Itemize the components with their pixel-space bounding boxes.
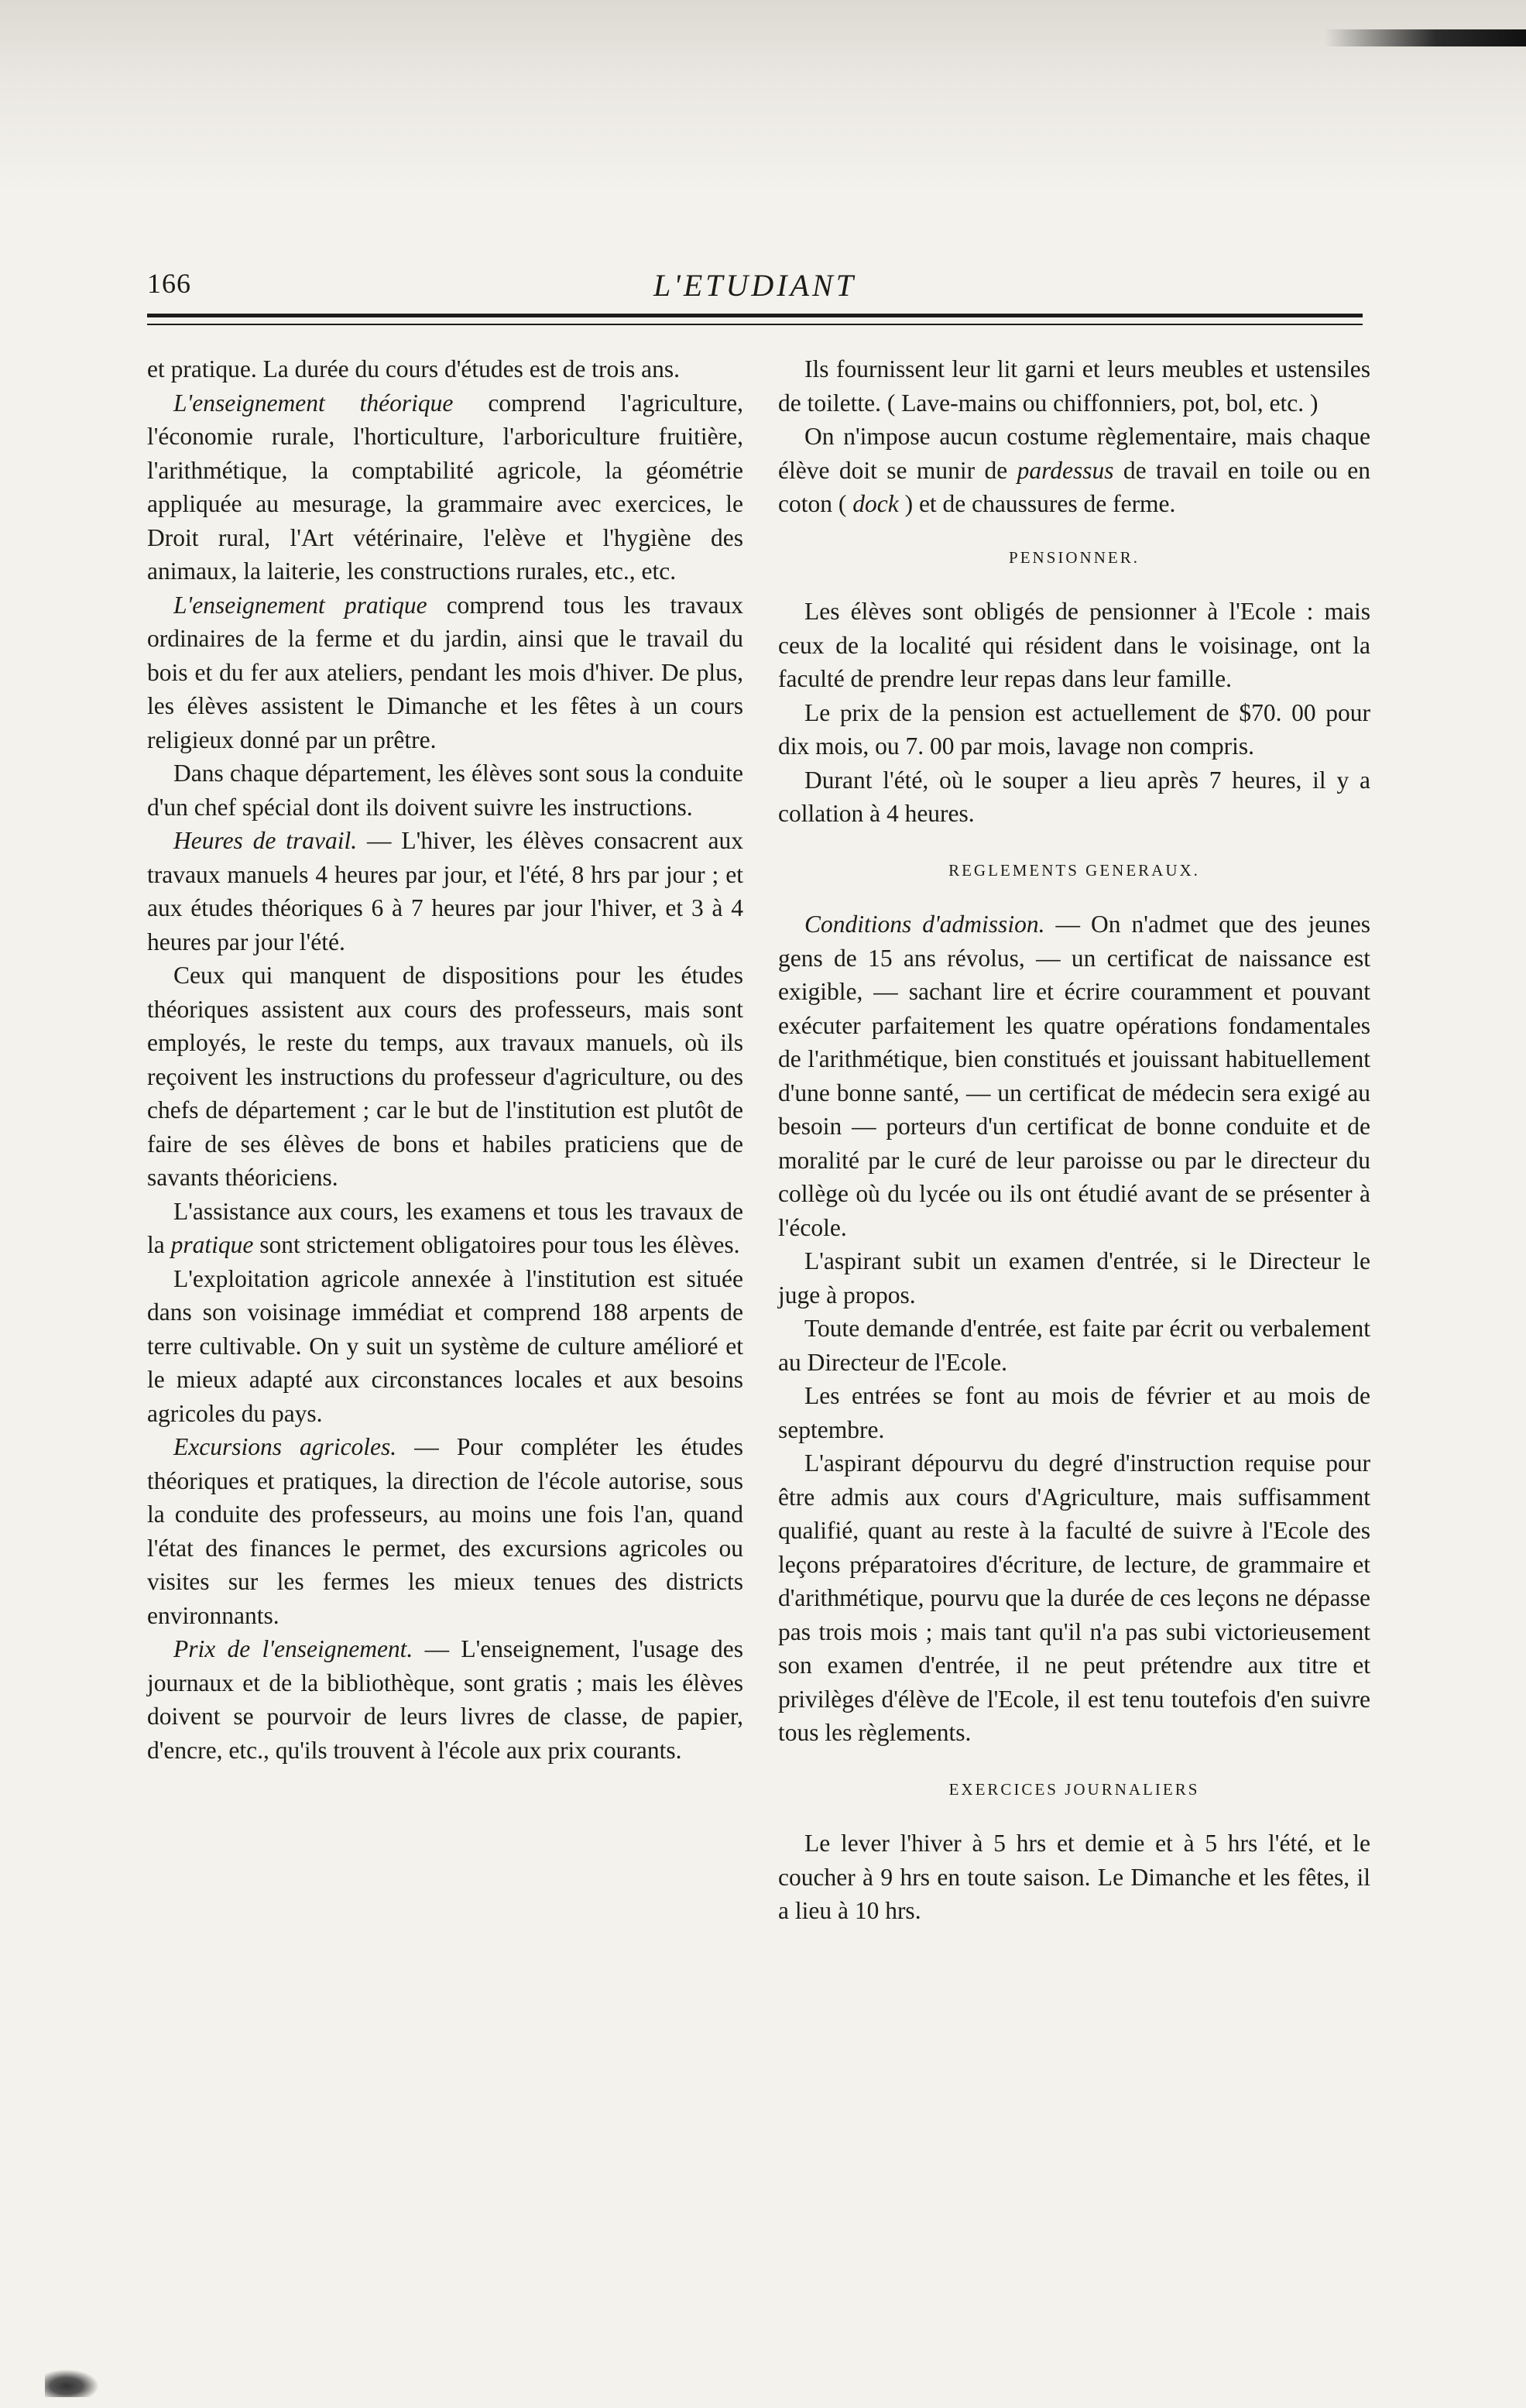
scan-edge-mark: [1325, 29, 1526, 46]
paragraph: L'aspirant dépourvu du degré d'instruction requise pour être admis aux cours d'Agriculture, mais suffisamment qualifié, quant au reste à la faculté de suivre à l'Ecole des leçons préparatoires d'écriture, de lecture, de grammaire et d'arithmétique, pourvu que la durée de ces leçons ne dépasse pas trois mois ; mais tant qu'il n'a pas subi victorieusement son examen d'entrée, il ne peut prétendre aux titre et privilèges d'élève de l'Ecole, il est tenu toutefois d'en suivre tous les règlements.: [778, 1449, 1370, 1746]
paragraph: L'exploitation agricole annexée à l'institution est située dans son voisinage immédiat et comprend 188 arpents de terre cultivable. On y suit un système de culture amélioré et le mieux adapté aux circonstances locales et aux besoins agricoles du pays.: [147, 1264, 743, 1427]
paragraph: Dans chaque département, les élèves sont sous la conduite d'un chef spécial dont ils doivent suivre les instructions.: [147, 760, 743, 821]
page-header: [147, 267, 1363, 314]
paragraph-text: de travail en toile ou en coton (: [778, 456, 1370, 517]
paragraph-emphasis: pardessus: [1017, 456, 1114, 484]
section-heading-reglements: REGLEMENTS GENERAUX.: [948, 860, 1200, 880]
section-heading-exercices: EXERCICES JOURNALIERS: [948, 1779, 1200, 1799]
spacer: [778, 831, 1370, 854]
paragraph-text: — L'hiver, les élèves consacrent aux travaux manuels 4 heures par jour, et l'été, 8 hrs par jour ; et aux études théoriques 6 à 7 heures par jour l'hiver, et 3 à 4 heures par jour l'été.: [147, 827, 743, 955]
paragraph-text: — L'enseignement, l'usage des journaux et de la bibliothèque, sont gratis ; mais les élèves doivent se pourvoir de leurs livres de classe, de papier, d'encre, etc., qu'ils trouvent à l'école aux prix courants.: [147, 1635, 744, 1764]
paragraph-lead: L'enseignement pratique: [173, 591, 427, 619]
paragraph: Le prix de la pension est actuellement de $70. 00 pour dix mois, ou 7. 00 par mois, lavage non compris.: [778, 698, 1370, 760]
paragraph: Ceux qui manquent de dispositions pour les études théoriques assistent aux cours des professeurs, mais sont employés, le reste du temps, aux travaux manuels, où ils reçoivent les instructions du professeur d'agriculture, ou des chefs de département ; car le but de l'institution est plutôt de faire de ses élèves de bons et habiles praticiens que de savants théoriciens.: [147, 962, 743, 1191]
paragraph: [778, 420, 1370, 521]
spacer: [778, 575, 1370, 595]
spacer: [778, 1806, 1370, 1827]
paragraph-text: — On n'admet que des jeunes gens de 15 ans révolus, — un certificat de naissance est exigible, — sachant lire et écrire couramment et pouvant exécuter parfaitement les quatre opérations fondamentales de l'arithmétique, bien constitués et jouissant habituellement d'une bonne santé, — un certificat de médecin sera exigé au besoin — porteurs d'un certificat de bonne conduite et de moralité par le curé de leur paroisse ou par le directeur du collège où du lycée ou ils ont étudié avant de se présenter à l'école.: [778, 911, 1371, 1241]
paragraph: [147, 1632, 743, 1767]
paragraph: [147, 1195, 743, 1262]
paragraph-text: L'assistance aux cours, les examens et tous les travaux de la: [147, 1197, 743, 1258]
paragraph: Les entrées se font au mois de février et au mois de septembre.: [778, 1382, 1370, 1443]
paragraph-lead: Prix de l'enseignement.: [173, 1635, 413, 1662]
spacer: [778, 1750, 1370, 1773]
right-column: [778, 352, 1370, 1928]
paragraph-lead: Excursions agricoles.: [173, 1433, 397, 1460]
paragraph: [147, 1430, 743, 1632]
scan-top-shading: [0, 0, 1526, 194]
paragraph: [147, 824, 743, 959]
paragraph-emphasis: pratique: [170, 1231, 254, 1258]
paragraph-lead: Conditions d'admission.: [804, 911, 1045, 938]
paragraph-lead: L'enseignement théorique: [173, 389, 454, 417]
paragraph: Toute demande d'entrée, est faite par écrit ou verbalement au Directeur de l'Ecole.: [778, 1315, 1370, 1376]
paragraph-text: ) et de chaussures de ferme.: [898, 490, 1176, 517]
left-column: [147, 352, 743, 1767]
paragraph: Le lever l'hiver à 5 hrs et demie et à 5 hrs l'été, et le coucher à 9 hrs en toute saison. Le Dimanche et les fêtes, il a lieu à 10 hrs.: [778, 1830, 1370, 1924]
scan-corner-blot: [45, 2369, 99, 2397]
paragraph-text: On n'impose aucun costume règlementaire, mais chaque élève doit se munir de: [778, 423, 1370, 484]
paragraph-emphasis: dock: [852, 490, 899, 517]
paragraph-text: comprend tous les travaux ordinaires de la ferme et du jardin, ainsi que le travail du bois et du fer aux ateliers, pendant les mois d'hiver. De plus, les élèves assistent le Dimanche et les fêtes à un cours religieux donné par un prêtre.: [147, 591, 743, 753]
paragraph: [147, 588, 743, 757]
paragraph-lead: Heures de travail.: [173, 827, 358, 854]
paragraph: [147, 386, 743, 588]
page-number: 166: [147, 268, 191, 299]
paragraph: L'aspirant subit un examen d'entrée, si le Directeur le juge à propos.: [778, 1247, 1370, 1309]
paragraph-text: — Pour compléter les études théoriques et pratiques, la direction de l'école autorise, sous la conduite des professeurs, au moins une fois l'an, quand l'état des finances le permet, des excursions agricoles ou visites sur les fermes les mieux tenues des districts environnants.: [147, 1433, 743, 1629]
paragraph: Durant l'été, où le souper a lieu après 7 heures, il y a collation à 4 heures.: [778, 766, 1370, 827]
paragraph: Les élèves sont obligés de pensionner à l'Ecole : mais ceux de la localité qui résident dans le voisinage, ont la faculté de prendre leur repas dans leur famille.: [778, 598, 1370, 692]
section-heading-pensionner: PENSIONNER.: [1009, 547, 1140, 567]
paragraph: [778, 907, 1370, 1244]
header-rule-thin: [147, 324, 1363, 325]
running-title: L'ETUDIANT: [653, 268, 856, 303]
header-rule-thick: [147, 314, 1363, 317]
paragraph-text: sont strictement obligatoires pour tous les élèves.: [253, 1231, 740, 1258]
paragraph: Ils fournissent leur lit garni et leurs meubles et ustensiles de toilette. ( Lave-mains ou chiffonniers, pot, bol, etc. ): [778, 355, 1370, 417]
paragraph-text: comprend l'agriculture, l'économie rurale, l'horticulture, l'arboriculture fruitière, l'arithmétique, la comptabilité agricole, la géométrie appliquée au mesurage, la grammaire avec exercices, le Droit rural, l'Art vétérinaire, l'elève et l'hygiène des animaux, la laiterie, les constructions rurales, etc., etc.: [147, 389, 744, 585]
paragraph: et pratique. La durée du cours d'études est de trois ans.: [147, 355, 680, 382]
spacer: [778, 887, 1370, 907]
spacer: [778, 521, 1370, 541]
